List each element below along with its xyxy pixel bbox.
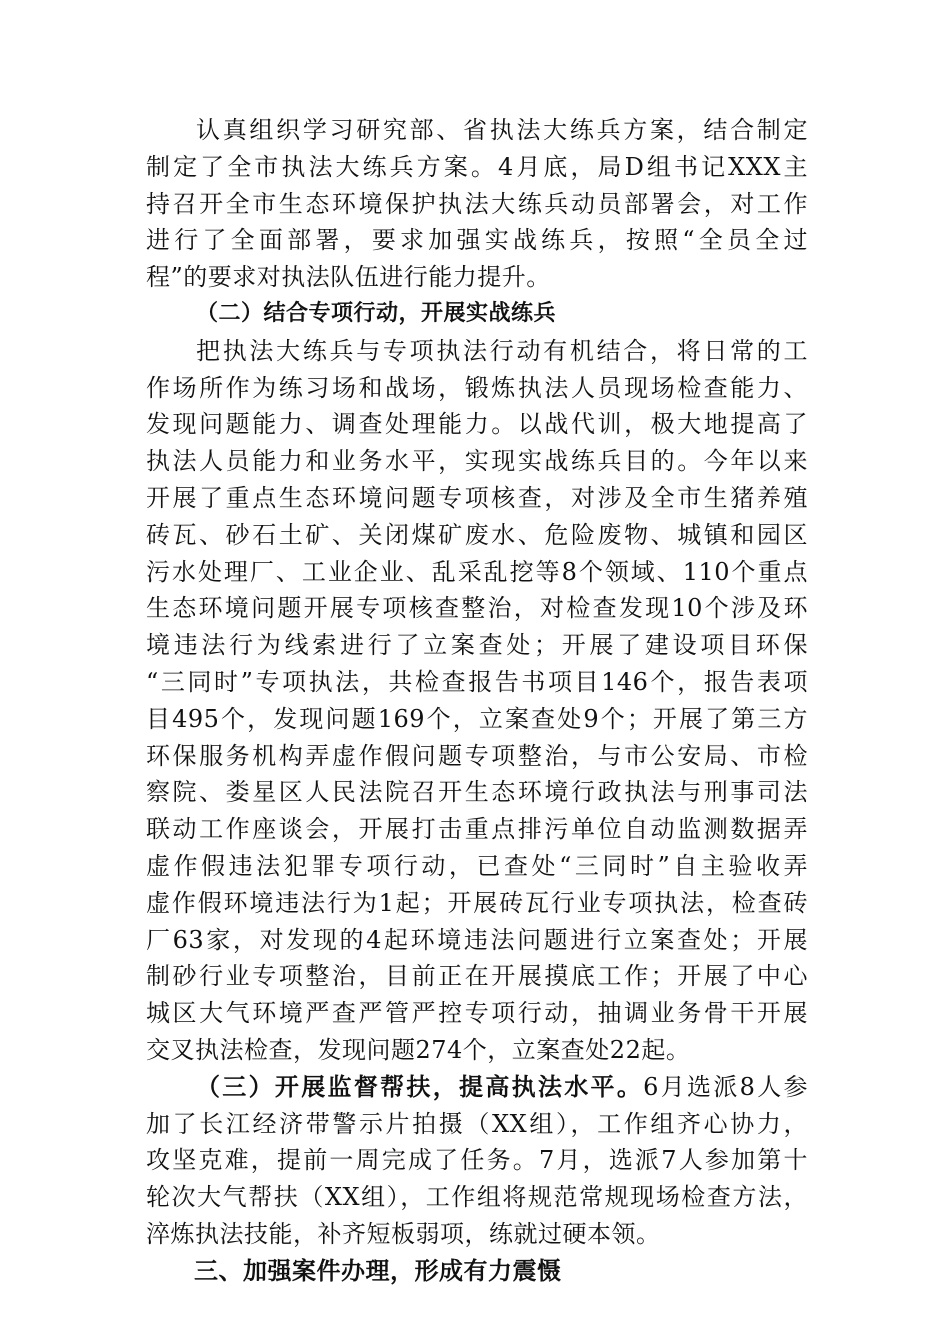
text-line: 境违法行为线索进行了立案查处；开展了建设项目环保: [146, 631, 808, 660]
text-line: 目495个，发现问题169个，立案查处9个；开展了第三方: [146, 704, 808, 733]
text-line: 砖瓦、砂石土矿、关闭煤矿废水、危险废物、城镇和园区: [146, 520, 808, 549]
paragraph-lead-heading: （三）开展监督帮扶，提高执法水平。: [196, 1072, 644, 1101]
text-line: 厂63家，对发现的4起环境违法问题进行立案查处；开展: [146, 925, 808, 954]
text-line: 城区大气环境严查严管严控专项行动，抽调业务骨干开展: [146, 999, 808, 1028]
text-line: 发现问题能力、调查处理能力。以战代训，极大地提高了: [146, 410, 808, 439]
text-line: 把执法大练兵与专项执法行动有机结合，将日常的工: [196, 336, 808, 365]
text-line: 虚作假环境违法行为1起；开展砖瓦行业专项执法，检查砖: [146, 888, 808, 917]
text-line: 进行了全面部署，要求加强实战练兵，按照“全员全过: [146, 226, 808, 255]
paragraph-practice: [146, 333, 808, 1069]
text-line: 生态环境问题开展专项核查整治，对检查发现10个涉及环: [146, 594, 808, 623]
text-run: 6月选派8人参: [643, 1072, 808, 1101]
text-line: 作场所作为练习场和战场，锻炼执法人员现场检查能力、: [146, 373, 808, 402]
text-line: 交叉执法检查，发现问题274个，立案查处22起。: [146, 1035, 691, 1064]
text-line: 淬炼执法技能，补齐短板弱项，练就过硬本领。: [146, 1219, 661, 1248]
text-line: 攻坚克难，提前一周完成了任务。7月，选派7人参加第十: [146, 1146, 808, 1175]
text-line: 污水处理厂、工业企业、乱采乱挖等8个领域、110个重点: [146, 557, 808, 586]
paragraph-plan: [146, 112, 808, 296]
paragraph-supervision: [146, 1069, 808, 1253]
text-line: 开展了重点生态环境问题专项核查，对涉及全市生猪养殖: [146, 483, 808, 512]
text-line: 持召开全市生态环境保护执法大练兵动员部署会，对工作: [146, 189, 808, 218]
text-line: 执法人员能力和业务水平，实现实战练兵目的。今年以来: [146, 447, 808, 476]
text-line: 制定了全市执法大练兵方案。4月底，局D组书记XXX主: [146, 152, 808, 181]
text-line: 联动工作座谈会，开展打击重点排污单位自动监测数据弄: [146, 815, 808, 844]
section-heading-1: 三、加强案件办理，形成有力震慑: [194, 1256, 562, 1285]
text-line: 环保服务机构弄虚作假问题专项整治，与市公安局、市检: [146, 741, 808, 770]
text-line: 轮次大气帮扶（XX组），工作组将规范常规现场检查方法，: [146, 1183, 808, 1212]
document-page: [146, 112, 808, 1290]
text-line: 虚作假违法犯罪专项行动，已查处“三同时”自主验收弄: [146, 851, 808, 880]
text-line: 认真组织学习研究部、省执法大练兵方案，结合制定: [196, 116, 808, 144]
text-line: 察院、娄星区人民法院召开生态环境行政执法与刑事司法: [146, 778, 808, 807]
text-line: [146, 1069, 808, 1106]
text-line: 加了长江经济带警示片拍摄（XX组），工作组齐心协力，: [146, 1109, 808, 1138]
text-line: 程”的要求对执法队伍进行能力提升。: [146, 263, 551, 292]
section-heading-2: （二）结合专项行动，开展实战练兵: [196, 300, 557, 326]
text-line: 制砂行业专项整治，目前正在开展摸底工作；开展了中心: [146, 962, 808, 991]
text-line: “三同时”专项执法，共检查报告书项目146个，报告表项: [146, 667, 808, 696]
